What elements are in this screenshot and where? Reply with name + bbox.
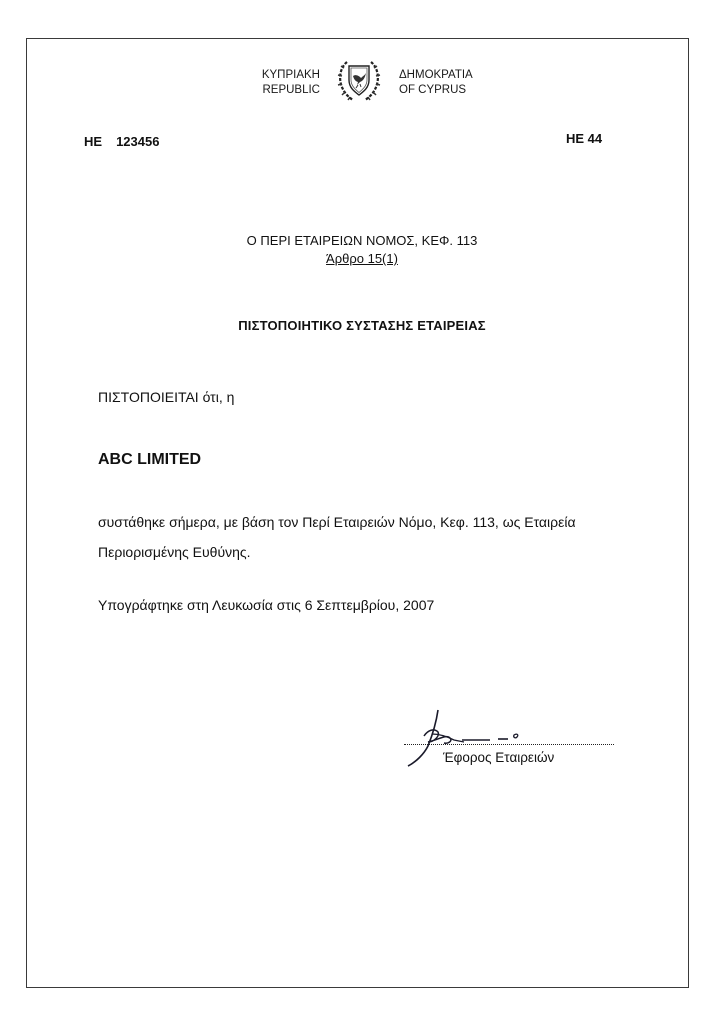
registration-prefix: HE bbox=[84, 134, 103, 149]
company-name: ABC LIMITED bbox=[98, 451, 202, 468]
header-left-greek: ΚΥΠΡΙΑΚΗ bbox=[261, 69, 320, 81]
law-article: Άρθρο 15(1) bbox=[326, 251, 398, 266]
header-right bbox=[399, 68, 473, 98]
certifies-statement bbox=[98, 389, 234, 405]
form-code: HE 44 bbox=[566, 131, 603, 146]
certificate-title: ΠΙΣΤΟΠΟΙΗΤΙΚΟ ΣΥΣΤΑΣΗΣ ΕΤΑΙΡΕΙΑΣ bbox=[238, 318, 486, 333]
registration-number bbox=[84, 134, 159, 149]
header-right-greek: ΔΗΜΟΚΡΑΤΙΑ bbox=[399, 69, 473, 81]
header-left-english: REPUBLIC bbox=[262, 84, 320, 96]
cyprus-coat-of-arms-icon bbox=[333, 54, 385, 106]
header-right-english: OF CYPRUS bbox=[399, 84, 467, 96]
certifies-rest: ότι, η bbox=[198, 389, 235, 405]
header-left bbox=[256, 68, 320, 98]
document-border bbox=[26, 38, 689, 988]
signatory-title: Έφορος Εταιρειών bbox=[443, 750, 555, 765]
registration-value: 123456 bbox=[116, 134, 160, 149]
body-text-line-2: Περιορισμένης Ευθύνης. bbox=[98, 544, 251, 560]
certifies-caps: ΠΙΣΤΟΠΟΙΕΙΤΑΙ bbox=[98, 389, 199, 405]
law-title: Ο ΠΕΡΙ ΕΤΑΙΡΕΙΩΝ ΝΟΜΟΣ, ΚΕΦ. 113 bbox=[246, 233, 478, 248]
signed-date-line: Υπογράφτηκε στη Λευκωσία στις 6 Σεπτεμβρίου, 2007 bbox=[98, 597, 435, 613]
body-text-line-1: συστάθηκε σήμερα, με βάση τον Περί Εταιρειών Νόμο, Κεφ. 113, ως Εταιρεία bbox=[98, 514, 576, 530]
law-reference bbox=[0, 232, 724, 268]
